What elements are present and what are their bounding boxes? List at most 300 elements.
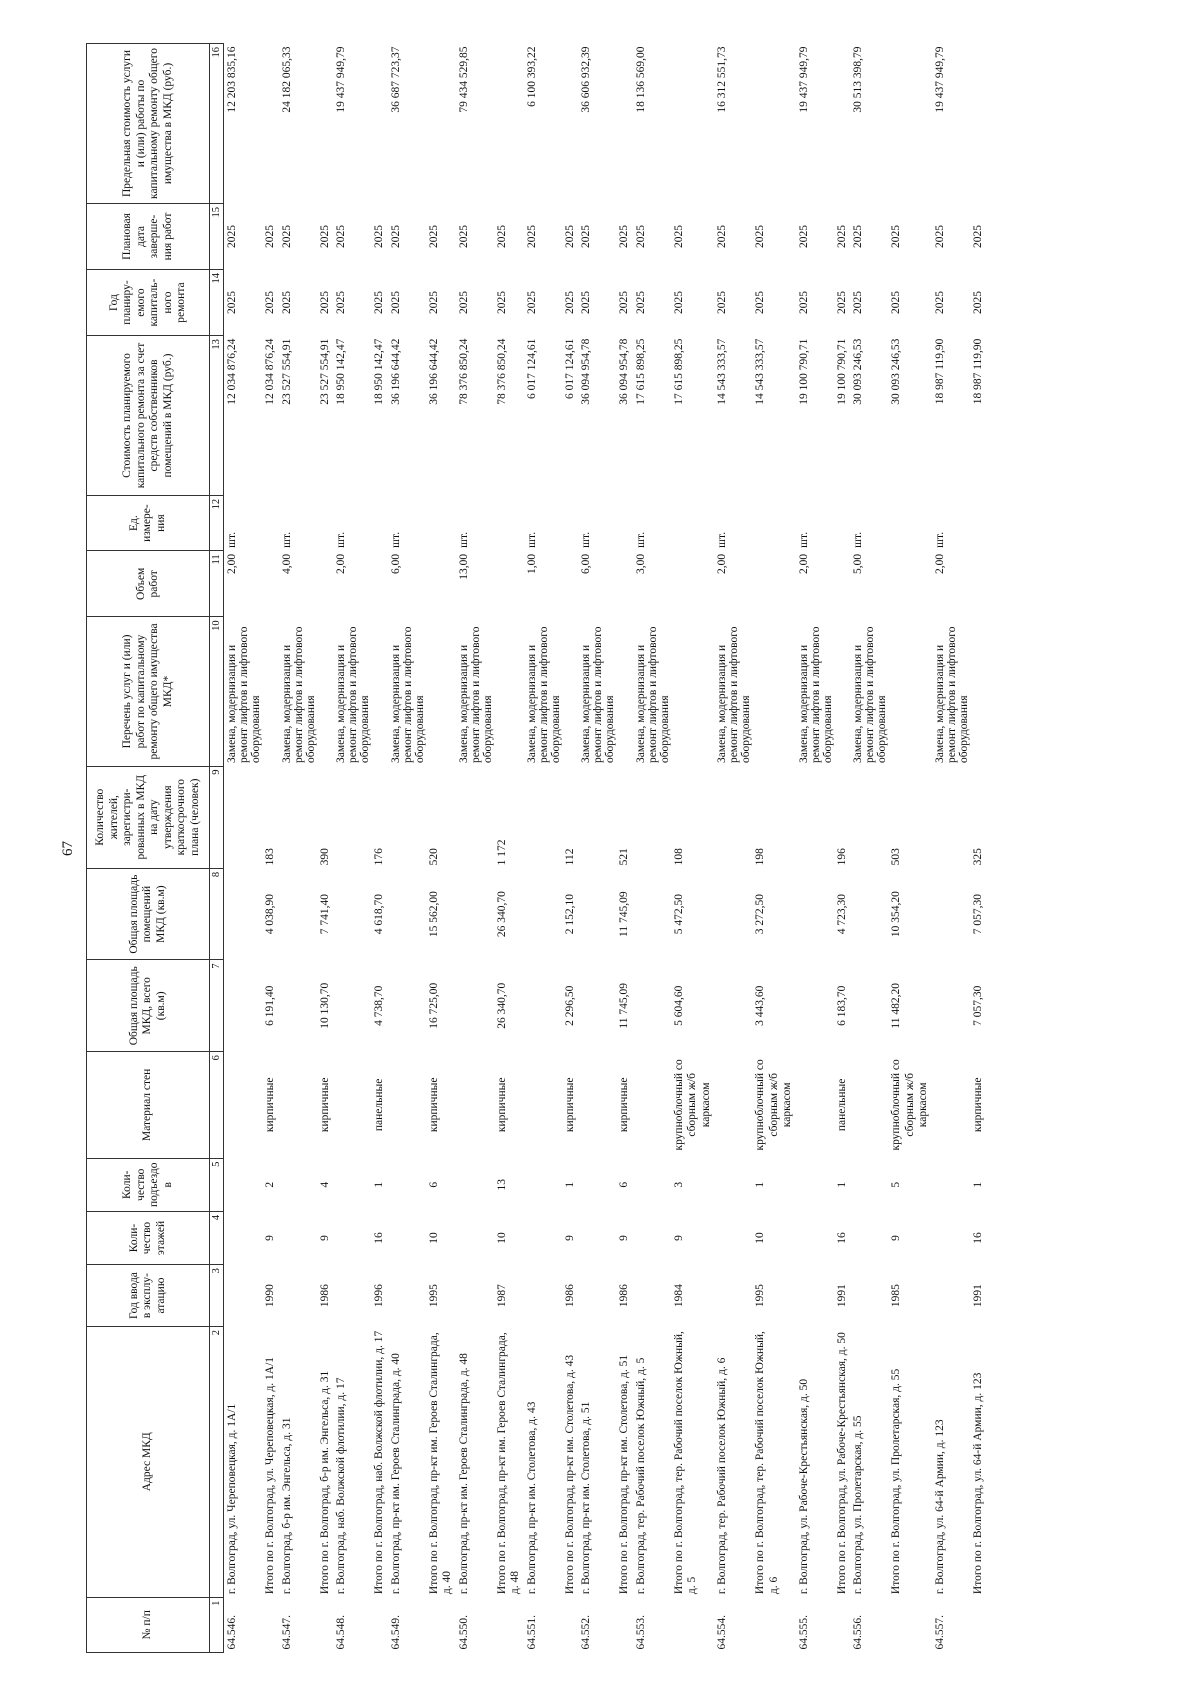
work-volume — [372, 551, 388, 617]
premises-area: 4 618,70 — [373, 894, 385, 935]
commission-year — [796, 1265, 835, 1327]
commission-year: 1995 — [754, 1284, 766, 1308]
entrances — [714, 1158, 753, 1211]
work-volume: 2,00 — [716, 553, 728, 574]
row-number — [427, 1597, 456, 1652]
column-header: № п/п — [87, 1597, 210, 1652]
subtotal-row — [889, 44, 932, 1653]
column-number: 5 — [210, 1158, 224, 1211]
column-header: Перечень услуг и (или) работ по капитальному ремонту общего имущества МКД* — [87, 617, 210, 766]
entrances: 1 — [373, 1181, 385, 1188]
row-number — [835, 1597, 851, 1652]
limit-cost: 19 437 949,79 — [797, 46, 810, 113]
commission-year — [388, 1265, 427, 1327]
residents — [224, 766, 264, 868]
item-row — [578, 44, 617, 1653]
subtotal-label: Итого по г. Волгоград, б-р им. Энгельса, д. 31 — [318, 1370, 331, 1595]
limit-cost — [889, 44, 932, 204]
subtotal-row — [835, 44, 851, 1653]
planned-cost: 18 987 119,90 — [971, 338, 984, 405]
residents: 108 — [672, 848, 685, 866]
total-area: 5 604,60 — [672, 985, 685, 1026]
end-date: 2025 — [389, 224, 402, 248]
work-volume: 4,00 — [280, 553, 293, 574]
limit-cost — [495, 44, 524, 204]
end-date: 2025 — [563, 224, 576, 248]
unit: шт. — [634, 531, 647, 548]
residents — [932, 766, 971, 868]
column-number: 12 — [210, 495, 224, 550]
limit-cost: 30 513 398,79 — [852, 46, 864, 113]
row-number — [753, 1597, 796, 1652]
plan-year: 2025 — [318, 291, 331, 315]
total-area — [714, 960, 753, 1052]
premises-area: 4 723,30 — [835, 894, 848, 935]
wall-material — [714, 1052, 753, 1159]
work-volume: 13,00 — [457, 553, 470, 580]
residents — [714, 766, 753, 868]
subtotal-row — [318, 44, 334, 1653]
row-number — [495, 1597, 524, 1652]
premises-area — [633, 868, 672, 960]
unit: шт. — [525, 531, 538, 548]
commission-year: 1996 — [373, 1284, 385, 1308]
column-header: Количество жителей, зарегистри-рованных в МКД на дату утверждения краткосрочного плана (человек) — [87, 766, 210, 868]
column-number: 13 — [210, 336, 224, 496]
commission-year: 1986 — [618, 1284, 630, 1308]
subtotal-row — [495, 44, 524, 1653]
address: г. Волгоград, б-р им. Энгельса, д. 31 — [280, 1417, 293, 1595]
floors — [388, 1211, 427, 1264]
entrances — [796, 1158, 835, 1211]
premises-area: 11 745,09 — [618, 891, 630, 937]
column-number: 2 — [210, 1326, 224, 1597]
floors: 10 — [427, 1232, 440, 1244]
residents — [388, 766, 427, 868]
commission-year — [224, 1265, 264, 1327]
column-number: 11 — [210, 551, 224, 617]
work-volume: 6,00 — [580, 553, 592, 574]
work-volume — [263, 551, 279, 617]
limit-cost — [753, 44, 796, 204]
entrances — [932, 1158, 971, 1211]
commission-year: 1995 — [427, 1284, 440, 1308]
planned-cost: 30 093 246,53 — [890, 338, 902, 405]
limit-cost: 19 437 949,79 — [933, 46, 946, 113]
premises-area: 5 472,50 — [672, 894, 685, 935]
repair-plan-table — [86, 43, 986, 1653]
unit — [372, 495, 388, 550]
limit-cost: 19 437 949,79 — [335, 46, 347, 113]
unit — [672, 495, 715, 550]
total-area — [796, 960, 835, 1052]
premises-area — [932, 868, 971, 960]
entrances — [850, 1158, 889, 1211]
wall-material — [333, 1052, 372, 1159]
column-number: 14 — [210, 270, 224, 336]
column-number: 6 — [210, 1052, 224, 1159]
commission-year — [850, 1265, 889, 1327]
total-area: 2 296,50 — [563, 985, 576, 1026]
work-volume: 2,00 — [226, 553, 238, 574]
column-header: Плановая дата заверше-ния работ — [87, 203, 210, 269]
column-header: Адрес МКД — [87, 1326, 210, 1597]
planned-cost: 19 100 790,71 — [797, 338, 810, 405]
column-header: Год ввода в эксплу-атацию — [87, 1265, 210, 1327]
row-number: 64.556. — [852, 1615, 864, 1650]
plan-year: 2025 — [264, 291, 276, 315]
end-date: 2025 — [754, 224, 766, 248]
plan-year: 2025 — [563, 291, 576, 315]
floors — [796, 1211, 835, 1264]
column-header: Ед. измере-ния — [87, 495, 210, 550]
total-area: 11 482,20 — [890, 982, 902, 1029]
work-list — [563, 617, 579, 766]
commission-year: 1986 — [318, 1284, 331, 1308]
subtotal-row — [753, 44, 796, 1653]
item-row — [333, 44, 372, 1653]
item-row — [456, 44, 495, 1653]
item-row — [850, 44, 889, 1653]
planned-cost: 12 034 876,24 — [264, 338, 276, 405]
wall-material: крупноблочный со сборным ж/б каркасом — [754, 1059, 793, 1151]
entrances — [224, 1158, 264, 1211]
unit: шт. — [716, 531, 728, 548]
work-volume — [318, 551, 334, 617]
residents — [456, 766, 495, 868]
limit-cost: 79 434 529,85 — [457, 46, 470, 113]
subtotal-row — [563, 44, 579, 1653]
limit-cost — [427, 44, 456, 204]
unit — [318, 495, 334, 550]
floors — [932, 1211, 971, 1264]
row-number: 64.555. — [797, 1615, 810, 1650]
entrances: 2 — [264, 1181, 276, 1188]
floors — [224, 1211, 264, 1264]
table-header — [87, 44, 224, 1653]
premises-area — [578, 868, 617, 960]
plan-year: 2025 — [971, 291, 984, 315]
plan-year: 2025 — [672, 291, 685, 315]
plan-year: 2025 — [280, 291, 293, 315]
entrances: 5 — [890, 1181, 902, 1188]
subtotal-row — [263, 44, 279, 1653]
planned-cost: 23 527 554,91 — [318, 338, 331, 405]
work-volume — [495, 551, 524, 617]
limit-cost — [318, 44, 334, 204]
column-header: Материал стен — [87, 1052, 210, 1159]
subtotal-row — [372, 44, 388, 1653]
commission-year: 1991 — [971, 1284, 984, 1308]
planned-cost: 12 034 876,24 — [226, 338, 238, 405]
end-date: 2025 — [580, 224, 592, 248]
subtotal-label: Итого по г. Волгоград, ул. Рабоче-Крестьянская, д. 50 — [835, 1332, 848, 1595]
table-body — [224, 44, 987, 1653]
address: г. Волгоград, ул. Рабоче-Крестьянская, д. 50 — [797, 1378, 810, 1595]
premises-area: 2 152,10 — [563, 894, 576, 935]
unit — [263, 495, 279, 550]
entrances: 1 — [563, 1181, 576, 1188]
end-date: 2025 — [852, 224, 864, 248]
subtotal-label: Итого по г. Волгоград, пр-кт им. Героев Сталинграда, д. 48 — [495, 1332, 521, 1595]
total-area: 6 183,70 — [835, 985, 848, 1026]
planned-cost: 6 017 124,61 — [563, 338, 576, 399]
unit: шт. — [457, 531, 470, 548]
subtotal-label: Итого по г. Волгоград, ул. Пролетарская, д. 55 — [890, 1368, 902, 1595]
premises-area — [279, 868, 318, 960]
total-area — [279, 960, 318, 1052]
column-header: Стоимость планируемого капитального ремонта за счет средств собственников помещений в МКД (руб.) — [87, 336, 210, 496]
limit-cost — [617, 44, 633, 204]
entrances — [456, 1158, 495, 1211]
floors — [714, 1211, 753, 1264]
floors — [633, 1211, 672, 1264]
commission-year — [633, 1265, 672, 1327]
wall-material: крупноблочный со сборным ж/б каркасом — [672, 1059, 712, 1151]
row-number — [372, 1597, 388, 1652]
wall-material — [633, 1052, 672, 1159]
premises-area — [796, 868, 835, 960]
end-date: 2025 — [525, 224, 538, 248]
commission-year — [333, 1265, 372, 1327]
floors: 9 — [563, 1235, 576, 1241]
work-volume — [427, 551, 456, 617]
wall-material — [578, 1052, 617, 1159]
entrances — [633, 1158, 672, 1211]
unit: шт. — [852, 531, 864, 548]
work-volume — [753, 551, 796, 617]
residents: 112 — [563, 848, 576, 866]
end-date: 2025 — [890, 224, 902, 248]
item-row — [224, 44, 264, 1653]
planned-cost: 78 376 850,24 — [495, 338, 508, 405]
entrances — [578, 1158, 617, 1211]
item-row — [932, 44, 971, 1653]
commission-year — [279, 1265, 318, 1327]
end-date: 2025 — [797, 224, 810, 248]
wall-material: кирпичные — [318, 1077, 331, 1133]
wall-material: панельные — [835, 1078, 848, 1132]
subtotal-label: Итого по г. Волгоград, ул. Череповецкая, д. 1А/1 — [264, 1356, 276, 1595]
total-area — [578, 960, 617, 1052]
plan-year: 2025 — [797, 291, 810, 315]
address: г. Волгоград, пр-кт им. Столетова, д. 51 — [580, 1401, 592, 1595]
floors: 10 — [495, 1232, 508, 1244]
end-date: 2025 — [335, 224, 347, 248]
subtotal-label: Итого по г. Волгоград, ул. 64-й Армии, д. 123 — [971, 1372, 984, 1595]
plan-year: 2025 — [634, 291, 647, 315]
column-number: 8 — [210, 868, 224, 960]
row-number — [889, 1597, 932, 1652]
limit-cost — [971, 44, 987, 204]
unit: шт. — [226, 531, 238, 548]
subtotal-label: Итого по г. Волгоград, тер. Рабочий поселок Южный, д. 6 — [754, 1331, 780, 1595]
work-volume: 2,00 — [335, 553, 347, 574]
end-date: 2025 — [373, 224, 385, 248]
item-row — [279, 44, 318, 1653]
column-number-row — [210, 44, 224, 1653]
end-date: 2025 — [672, 224, 685, 248]
total-area: 4 738,70 — [373, 985, 385, 1026]
column-header: Коли-чество этажей — [87, 1211, 210, 1264]
wall-material: панельные — [373, 1078, 385, 1132]
total-area — [524, 960, 563, 1052]
residents: 196 — [835, 848, 848, 866]
floors: 9 — [672, 1235, 685, 1241]
end-date: 2025 — [618, 224, 630, 248]
end-date: 2025 — [971, 224, 984, 248]
work-list: Замена, модернизация и ремонт лифтов и лифтового оборудования — [226, 626, 262, 764]
wall-material: кирпичные — [427, 1077, 440, 1133]
entrances: 1 — [971, 1181, 984, 1188]
floors — [279, 1211, 318, 1264]
row-number: 64.546. — [226, 1615, 238, 1650]
total-area: 6 191,40 — [264, 985, 276, 1026]
planned-cost: 36 196 644,42 — [427, 338, 440, 405]
column-number: 7 — [210, 960, 224, 1052]
premises-area: 7 741,40 — [318, 894, 331, 935]
premises-area: 15 562,00 — [427, 891, 440, 938]
residents — [279, 766, 318, 868]
address: г. Волгоград, тер. Рабочий поселок Южный, д. 5 — [634, 1357, 647, 1595]
end-date: 2025 — [835, 224, 848, 248]
work-list: Замена, модернизация и ремонт лифтов и лифтового оборудования — [457, 626, 494, 764]
entrances: 4 — [318, 1181, 331, 1188]
plan-year: 2025 — [427, 291, 440, 315]
row-number — [971, 1597, 987, 1652]
column-header: Общая площадь помещений МКД (кв.м) — [87, 868, 210, 960]
subtotal-label: Итого по г. Волгоград, тер. Рабочий поселок Южный, д. 5 — [672, 1331, 698, 1595]
entrances: 6 — [427, 1181, 440, 1188]
residents — [850, 766, 889, 868]
residents: 390 — [318, 848, 331, 866]
floors: 16 — [971, 1232, 984, 1244]
commission-year: 1984 — [672, 1284, 685, 1308]
end-date: 2025 — [716, 224, 728, 248]
limit-cost: 6 100 393,22 — [525, 46, 538, 107]
subtotal-label: Итого по г. Волгоград, наб. Волжской флотилии, д. 17 — [373, 1330, 385, 1595]
planned-cost: 36 196 644,42 — [389, 338, 402, 405]
planned-cost: 30 093 246,53 — [852, 338, 864, 405]
total-area: 7 057,30 — [971, 985, 984, 1026]
work-list: Замена, модернизация и ремонт лифтов и лифтового оборудования — [580, 626, 616, 764]
residents: 521 — [618, 848, 630, 866]
planned-cost: 36 094 954,78 — [618, 338, 630, 405]
wall-material: кирпичные — [971, 1077, 984, 1133]
premises-area — [456, 868, 495, 960]
limit-cost: 12 203 835,16 — [226, 46, 238, 113]
commission-year: 1987 — [495, 1284, 508, 1308]
floors: 9 — [318, 1235, 331, 1241]
planned-cost: 18 950 142,47 — [373, 338, 385, 405]
total-area — [633, 960, 672, 1052]
floors — [578, 1211, 617, 1264]
end-date: 2025 — [427, 224, 440, 248]
work-volume — [971, 551, 987, 617]
residents — [578, 766, 617, 868]
floors: 9 — [618, 1235, 630, 1241]
work-volume: 2,00 — [933, 553, 946, 574]
limit-cost: 16 312 551,73 — [716, 46, 728, 113]
wall-material — [388, 1052, 427, 1159]
work-list — [617, 617, 633, 766]
unit: шт. — [389, 531, 402, 548]
subtotal-label: Итого по г. Волгоград, пр-кт им. Героев Сталинграда, д. 40 — [427, 1332, 453, 1595]
column-header: Коли-чество подъездо в — [87, 1158, 210, 1211]
total-area: 26 340,70 — [495, 982, 508, 1029]
entrances — [524, 1158, 563, 1211]
limit-cost — [672, 44, 715, 204]
address: г. Волгоград, пр-кт им. Героев Сталинграда, д. 48 — [457, 1353, 470, 1595]
plan-year: 2025 — [495, 291, 508, 315]
row-number — [318, 1597, 334, 1652]
residents — [524, 766, 563, 868]
row-number: 64.550. — [457, 1615, 470, 1650]
total-area — [388, 960, 427, 1052]
premises-area: 4 038,90 — [264, 894, 276, 935]
row-number — [672, 1597, 715, 1652]
residents: 520 — [427, 848, 440, 866]
column-header: Объем работ — [87, 551, 210, 617]
premises-area — [850, 868, 889, 960]
work-list — [263, 617, 279, 766]
wall-material — [224, 1052, 264, 1159]
planned-cost: 78 376 850,24 — [457, 338, 470, 405]
residents: 183 — [264, 848, 276, 866]
total-area — [932, 960, 971, 1052]
unit — [563, 495, 579, 550]
commission-year: 1985 — [890, 1284, 902, 1308]
row-number: 64.549. — [389, 1615, 402, 1650]
wall-material — [796, 1052, 835, 1159]
unit — [495, 495, 524, 550]
row-number — [563, 1597, 579, 1652]
limit-cost — [263, 44, 279, 204]
planned-cost: 19 100 790,71 — [835, 338, 848, 405]
plan-year: 2025 — [835, 291, 848, 315]
limit-cost — [372, 44, 388, 204]
address: г. Волгоград, пр-кт им. Столетова, д. 43 — [525, 1401, 538, 1595]
limit-cost: 36 606 932,39 — [580, 46, 592, 113]
work-volume — [889, 551, 932, 617]
entrances — [333, 1158, 372, 1211]
row-number: 64.552. — [580, 1615, 592, 1650]
commission-year: 1990 — [264, 1284, 276, 1308]
total-area — [850, 960, 889, 1052]
work-list: Замена, модернизация и ремонт лифтов и лифтового оборудования — [716, 626, 752, 764]
commission-year — [524, 1265, 563, 1327]
column-number: 3 — [210, 1265, 224, 1327]
floors — [456, 1211, 495, 1264]
subtotal-label: Итого по г. Волгоград, пр-кт им. Столетова, д. 43 — [563, 1354, 576, 1595]
limit-cost: 24 182 065,33 — [280, 46, 293, 113]
wall-material: кирпичные — [495, 1077, 508, 1133]
plan-year: 2025 — [754, 291, 766, 315]
header-row — [87, 44, 210, 1653]
work-list — [318, 617, 334, 766]
planned-cost: 6 017 124,61 — [525, 338, 538, 399]
premises-area: 3 272,50 — [754, 894, 766, 935]
work-list — [672, 617, 715, 766]
work-volume: 1,00 — [525, 553, 538, 574]
wall-material: кирпичные — [264, 1077, 276, 1133]
premises-area — [333, 868, 372, 960]
column-number: 16 — [210, 44, 224, 204]
floors: 16 — [373, 1232, 385, 1244]
row-number: 64.551. — [525, 1615, 538, 1650]
planned-cost: 18 987 119,90 — [933, 338, 946, 405]
column-number: 10 — [210, 617, 224, 766]
